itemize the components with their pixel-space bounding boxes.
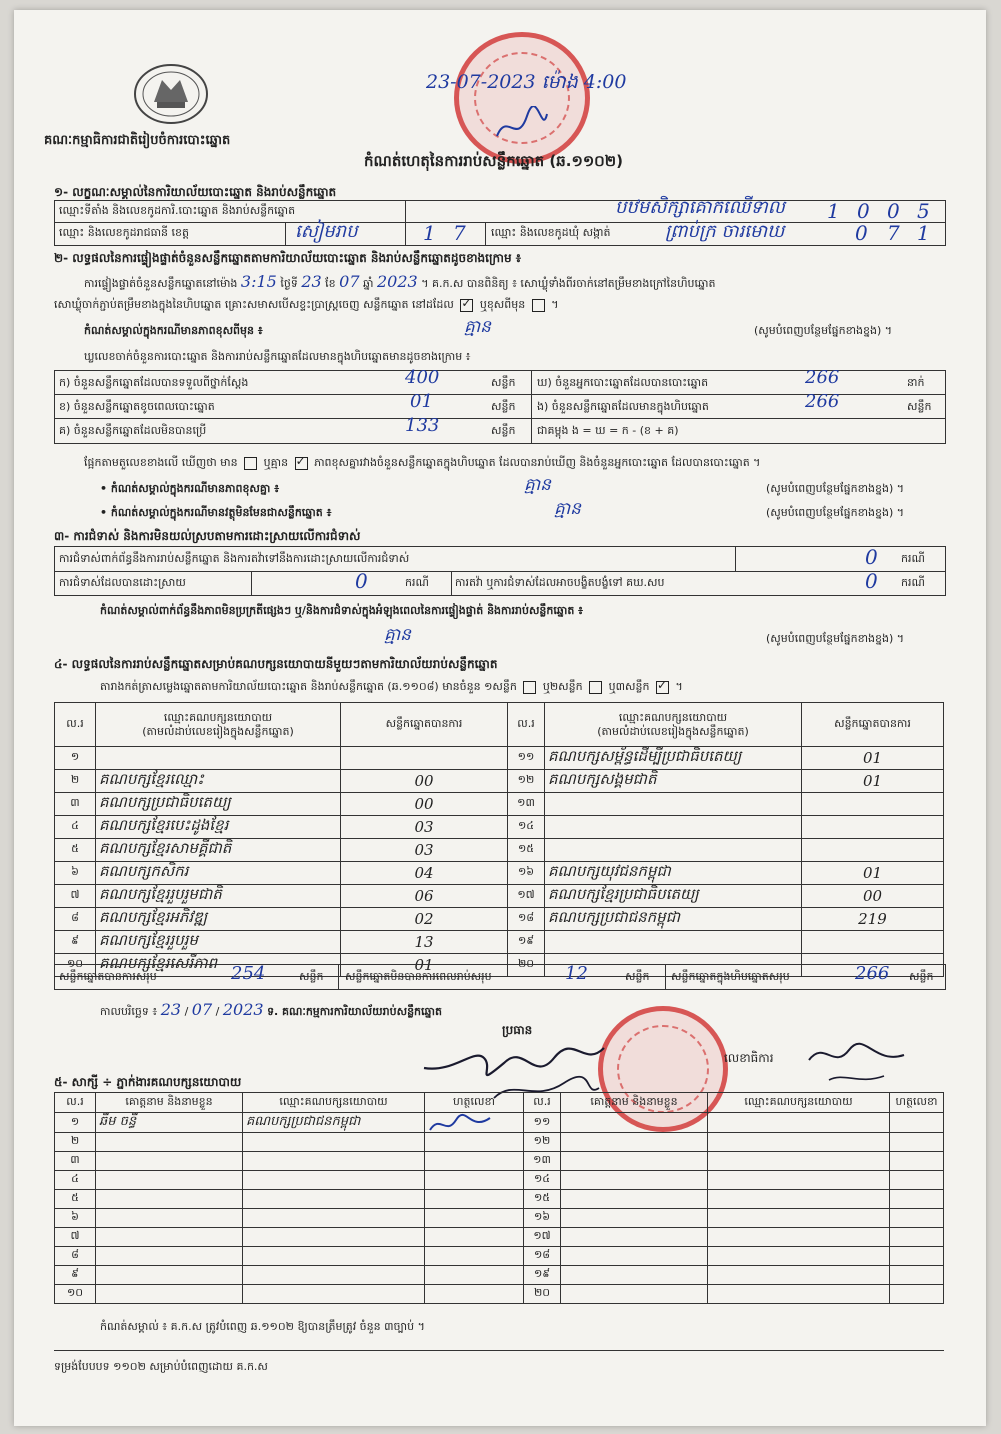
witness-signature	[425, 1285, 524, 1304]
witness-signature	[890, 1228, 944, 1247]
witness-signature-icon	[426, 1112, 496, 1138]
completion-day: 23	[160, 1000, 182, 1019]
witness-name	[561, 1171, 708, 1190]
bullet1-label: • កំណត់សម្គាល់ក្នុងករណីមានភាពខុសគ្នា ៖	[100, 482, 280, 495]
witness-signature	[890, 1152, 944, 1171]
witness-signature	[890, 1247, 944, 1266]
unit-label: សន្លឹក	[909, 970, 934, 983]
check-line-2-text: សោឃ្លុំចាក់ភ្ជាប់តម្រឹមខាងក្នុងនៃហិបឆ្នោត គ្រោះសមាសបើសខ្ទះប្រាស្រ្តចេញ សន្លឹកឆ្នោត នៅដដែល	[54, 298, 454, 311]
vote-count: 01	[341, 954, 508, 977]
unit-label: សន្លឹក	[491, 400, 516, 413]
province-label: ឈ្មោះ និងលេខកូដរាជធានី ខេត្ត	[59, 226, 189, 239]
row-number: ២	[55, 770, 96, 793]
ballots-in-box-value: 266	[805, 391, 840, 412]
check-line-1	[84, 272, 715, 293]
row-number: ១៤	[524, 1171, 561, 1190]
sheets-line: តារាងកត់ត្រាសម្លេងឆ្នោតតាមការិយាល័យបោះឆ្នោត និងរាប់សន្លឹកឆ្នោត (ឆ.១១០៨) មានចំនួន ១សន្លឹក ឬ២សន្លឹក ឬ៣សន្លឹក ✓ ។	[100, 680, 683, 696]
witness-party	[708, 1285, 890, 1304]
col-sign: ហត្ថលេខា	[890, 1093, 944, 1113]
unit-label: សន្លឹក	[625, 970, 650, 983]
witness-party	[708, 1171, 890, 1190]
unit-label: សន្លឹក	[491, 424, 516, 437]
sheets-intro: តារាងកត់ត្រាសម្លេងឆ្នោតតាមការិយាល័យបោះឆ្នោត និងរាប់សន្លឹកឆ្នោត (ឆ.១១០៨) មានចំនួន ១សន្លឹក	[100, 680, 517, 693]
unused-label: គ) ចំនួនសន្លឹកឆ្នោតដែលមិនបានប្រើ	[59, 424, 207, 437]
vote-count	[341, 747, 508, 770]
witness-signature	[890, 1190, 944, 1209]
formula: ជាគម្ពុង ង = ឃ = ក - (ខ + គ)	[537, 424, 679, 437]
party-name: គណបក្សខ្មែរបេះដូងខ្មែរ	[96, 816, 341, 839]
witness-signature	[425, 1228, 524, 1247]
witness-name	[561, 1266, 708, 1285]
org-name: គណៈកម្មាធិការជាតិរៀបចំការបោះឆ្នោត	[44, 133, 231, 148]
witness-signature	[890, 1209, 944, 1228]
party-name: គណបក្សខ្មែររួបរួមជាតិ	[96, 885, 341, 908]
voters-label: ឃ) ចំនួនអ្នកបោះឆ្នោតដែលបានបោះឆ្នោត	[537, 376, 709, 389]
section5-heading: ៥- សាក្សី ÷ ភ្នាក់ងារគណបក្សនយោបាយ	[54, 1075, 242, 1089]
commune-code-digit: 1	[917, 221, 930, 245]
party-name: គណបក្សខ្មែរអភិវឌ្ឍ	[96, 908, 341, 931]
witness-name	[96, 1285, 243, 1304]
resolved-label: ការជំទាស់ដែលបានដោះស្រាយ	[59, 576, 186, 589]
row-number: ៧	[55, 885, 96, 908]
witness-signature	[425, 1190, 524, 1209]
row-number: ១៨	[524, 1247, 561, 1266]
row-number: ១	[55, 1113, 96, 1133]
row-number: ៥	[55, 1190, 96, 1209]
vote-count	[802, 793, 944, 816]
row-number: ១	[55, 747, 96, 770]
section2-heading: ២- លទ្ធផលនៃការផ្ទៀងផ្ទាត់ចំនួនសន្លឹកឆ្នោតតាមការិយាល័យបោះឆ្នោត និងរាប់សន្លឹកឆ្នោតដូចខាងក្រោម ៖	[54, 251, 522, 265]
party-name: គណបក្សយុវជនកម្ពុជា	[545, 862, 802, 885]
form-note: ទម្រង់បែបបទ ១១០២ សម្រាប់បំពេញដោយ គ.ក.ស	[54, 1360, 268, 1373]
row-number: ១៤	[508, 816, 545, 839]
case-unit: ករណី	[901, 552, 925, 565]
witness-party	[243, 1171, 425, 1190]
party-name: គណបក្សប្រជាជនកម្ពុជា	[545, 908, 802, 931]
vote-count: 03	[341, 816, 508, 839]
case-unit: ករណី	[405, 576, 429, 589]
table-row	[55, 1152, 944, 1171]
day-label: ថ្ងៃទី	[280, 277, 298, 290]
total-box-value: 266	[855, 963, 890, 984]
row-number: ២	[55, 1133, 96, 1152]
section1-heading: ១- លក្ខណៈសម្គាល់នៃការិយាល័យបោះឆ្នោត និងរាប់សន្លឹកឆ្នោត	[54, 185, 337, 199]
row-number: ១៧	[508, 885, 545, 908]
province-name: សៀមរាប	[295, 221, 358, 242]
compare-statement: ភាពខុសគ្នារវាងចំនួនសន្លឹកឆ្នោតក្នុងហិបឆ្នោត ដែលបានរាប់ឃើញ និងចំនួនអ្នកបោះឆ្នោត ដែលបានបោះឆ្នោត ។	[314, 456, 761, 469]
witness-signature	[890, 1113, 944, 1133]
row-number: ១៧	[524, 1228, 561, 1247]
witness-party	[708, 1228, 890, 1247]
voters-value: 266	[805, 367, 840, 388]
col-sign: ហត្ថលេខា	[425, 1093, 524, 1113]
col-name: គោត្តនាម និងនាមខ្លួន	[561, 1093, 708, 1113]
row-number: ៣	[55, 793, 96, 816]
col-party-title: ឈ្មោះគណបក្សនយោបាយ	[163, 710, 273, 724]
col-party-sub: (តាមលំដាប់លេខរៀងក្នុងសន្លឹកឆ្នោត)	[142, 724, 294, 738]
party-name: គណបក្សខ្មែរសេរីភាព	[96, 954, 341, 977]
witness-party	[708, 1266, 890, 1285]
total-box-label: សន្លឹកឆ្នោតក្នុងហិបឆ្នោតសរុប	[671, 970, 790, 983]
section3-heading: ៣- ការជំទាស់ និងការមិនយល់ស្របតាមការដោះស្រាយលើការជំទាស់	[54, 529, 361, 543]
check-time: 3:15	[240, 272, 277, 291]
signature-icon	[492, 106, 552, 146]
compare-intro: ផ្អែកតាមតួលេខខាងលើ ឃើញថា មាន	[84, 456, 238, 469]
party-name: គណបក្សកសិករ	[96, 862, 341, 885]
unit-label: សន្លឹក	[907, 400, 932, 413]
col-party-sub: (តាមលំដាប់លេខរៀងក្នុងសន្លឹកឆ្នោត)	[597, 724, 749, 738]
witness-name	[561, 1247, 708, 1266]
witness-party: គណបក្សប្រជាជនកម្ពុជា	[243, 1113, 425, 1133]
objections-label: ការជំទាស់ពាក់ព័ន្ធនឹងការរាប់សន្លឹកឆ្នោត និងការតវ៉ាទៅនឹងការដោះស្រាយលើការជំទាស់	[59, 552, 410, 565]
witness-table	[54, 1092, 944, 1304]
total-valid-label: សន្លឹកឆ្នោតបានការសរុប	[59, 970, 157, 983]
table-row	[55, 1266, 944, 1285]
witness-name	[96, 1133, 243, 1152]
row-number: ១៣	[524, 1152, 561, 1171]
has-difference-checkbox[interactable]	[244, 457, 257, 470]
received-label: ក) ចំនួនសន្លឹកឆ្នោតដែលបានទទួលពីថ្នាក់ស្ដែង	[59, 376, 249, 389]
row-number: ៧	[55, 1228, 96, 1247]
objections-value: 0	[865, 545, 878, 569]
three-sheet-checkbox[interactable]	[656, 681, 669, 694]
footer-divider	[54, 1350, 944, 1351]
vote-count: 00	[341, 793, 508, 816]
witness-name	[96, 1171, 243, 1190]
row-number: ១៣	[508, 793, 545, 816]
row-number: ៣	[55, 1152, 96, 1171]
counts-box	[54, 367, 946, 444]
fill-hint: (សូមបំពេញបន្ថែមផ្នែកខាងខ្នង) ។	[754, 324, 893, 337]
vote-count: 219	[802, 908, 944, 931]
no-difference-label: ឬគ្មាន	[263, 456, 289, 469]
row-number: ៤	[55, 816, 96, 839]
col-no: ល.រ	[524, 1093, 561, 1113]
witness-name	[96, 1190, 243, 1209]
witness-name	[561, 1190, 708, 1209]
code-digit: 1	[827, 199, 840, 223]
witness-signature	[890, 1133, 944, 1152]
vote-count: 01	[802, 862, 944, 885]
location-name: បឋមសិក្សាគោកឈើទាល	[615, 197, 785, 218]
row-number: ១២	[524, 1133, 561, 1152]
table-row	[55, 1228, 944, 1247]
row-number: ៦	[55, 1209, 96, 1228]
col-no: ល.រ	[55, 703, 96, 747]
row-number: ១១	[508, 747, 545, 770]
location-code	[825, 201, 945, 222]
bullet-hint: (សូមបំពេញបន្ថែមផ្នែកខាងខ្នង) ។	[766, 506, 905, 519]
irregularity-note-label: កំណត់សម្គាល់ពាក់ព័ន្ធនឹងភាពមិនប្រក្រតីផ្សេងៗ ឬ/និងការជំទាស់ក្នុងអំឡុងពេលនៃការផ្ទៀងផ្ទាត់ និងការរាប់សន្លឹកឆ្នោត ៖	[100, 604, 584, 617]
difference-note-label: កំណត់សម្គាល់ក្នុងករណីមានភាពខុសពីមុន ៖	[84, 324, 263, 337]
unit-label: សន្លឹក	[491, 376, 516, 389]
vote-count: 03	[341, 839, 508, 862]
row-number: ៤	[55, 1171, 96, 1190]
code-digit: 0	[857, 199, 870, 223]
table-row	[55, 931, 944, 954]
witness-body	[55, 1113, 944, 1304]
one-sheet-checkbox[interactable]	[523, 681, 536, 694]
col-party-title: ឈ្មោះគណបក្សនយោបាយ	[618, 710, 728, 724]
objections-box	[54, 546, 946, 596]
vote-count: 06	[341, 885, 508, 908]
row-number: ១៩	[508, 931, 545, 954]
table-row	[55, 1133, 944, 1152]
row-number: ២០	[508, 954, 545, 977]
bullet-hint: (សូមបំពេញបន្ថែមផ្នែកខាងខ្នង) ។	[766, 482, 905, 495]
col-party	[96, 703, 341, 747]
commune-code-digit: 7	[887, 221, 900, 245]
vote-count	[802, 816, 944, 839]
check-line-2: សោឃ្លុំចាក់ភ្ជាប់តម្រឹមខាងក្នុងនៃហិបឆ្នោត គ្រោះសមាសបើសខ្ទះប្រាស្រ្តចេញ សន្លឹកឆ្នោត នៅដដែល ✓ ឬខុសពីមុន ។	[54, 298, 558, 314]
col-no: ល.រ	[55, 1093, 96, 1113]
witness-signature	[890, 1171, 944, 1190]
witness-party	[243, 1209, 425, 1228]
witness-signature	[425, 1247, 524, 1266]
form-sheet	[14, 10, 986, 1426]
witness-party	[243, 1152, 425, 1171]
col-votes: សន្លឹកឆ្នោតបានការ	[341, 703, 508, 747]
check-year: 2023	[377, 272, 418, 291]
row-number: ១៥	[508, 839, 545, 862]
no-difference-checkbox[interactable]	[295, 457, 308, 470]
party-name	[96, 747, 341, 770]
witness-name	[96, 1228, 243, 1247]
case-unit: ករណី	[901, 576, 925, 589]
table-row	[55, 1190, 944, 1209]
row-number: ១៦	[524, 1209, 561, 1228]
vote-count: 02	[341, 908, 508, 931]
results-body	[55, 747, 944, 977]
vote-count: 00	[341, 770, 508, 793]
witness-party	[243, 1247, 425, 1266]
party-name: គណបក្សខ្មែររួបរួម	[96, 931, 341, 954]
table-row	[55, 885, 944, 908]
received-value: 400	[405, 367, 440, 388]
row-number: ១៩	[524, 1266, 561, 1285]
witness-party	[243, 1190, 425, 1209]
changed-label: ឬខុសពីមុន	[479, 298, 526, 311]
total-invalid-value: 12	[565, 963, 588, 984]
vote-count: 01	[802, 770, 944, 793]
code-digit: 5	[917, 199, 930, 223]
party-name: គណបក្សប្រជាធិបតេយ្យ	[96, 793, 341, 816]
results-table	[54, 702, 944, 977]
vote-count: 01	[802, 747, 944, 770]
party-name: គណបក្សខ្មែរសាមគ្គីជាតិ	[96, 839, 341, 862]
witness-name	[561, 1285, 708, 1304]
party-name	[545, 816, 802, 839]
witness-signature	[425, 1266, 524, 1285]
changed-checkbox[interactable]	[532, 299, 545, 312]
witness-name	[96, 1152, 243, 1171]
resolved-value: 0	[355, 569, 368, 593]
row-number: ១៨	[508, 908, 545, 931]
year-label: ឆ្នាំ	[363, 277, 374, 290]
completion-month: 07	[191, 1000, 213, 1019]
witness-party	[708, 1247, 890, 1266]
row-number: ១០	[55, 1285, 96, 1304]
witness-signature	[890, 1285, 944, 1304]
completion-line: កាលបរិច្ឆេទ ៖ 23 / 07 / 2023 ទ. គណៈកម្មការការិយាល័យរាប់សន្លឹកឆ្នោត	[100, 1000, 442, 1019]
party-name: គណបក្សខ្មែរប្រជាធិបតេយ្យ	[545, 885, 802, 908]
completion-org: ទ. គណៈកម្មការការិយាល័យរាប់សន្លឹកឆ្នោត	[267, 1005, 442, 1018]
witness-name: ឆឹម ចន្ធី	[96, 1113, 243, 1133]
table-row	[55, 1247, 944, 1266]
bullet2-value: គ្មាន	[554, 499, 581, 519]
same-checkbox[interactable]	[460, 299, 473, 312]
table-row	[55, 793, 944, 816]
vote-count: 13	[341, 931, 508, 954]
vote-count	[802, 931, 944, 954]
table-row	[55, 1113, 944, 1133]
table-row	[55, 839, 944, 862]
row-number: ១៥	[524, 1190, 561, 1209]
witness-party	[708, 1190, 890, 1209]
spoiled-label: ខ) ចំនួនសន្លឹកឆ្នោតខូចពេលបោះឆ្នោត	[59, 400, 215, 413]
footer-note: កំណត់សម្គាល់ ៖ គ.ក.ស ត្រូវបំពេញ ឆ.១១០២ ឱ្យបានត្រឹមត្រូវ ចំនួន ៣ច្បាប់ ។	[100, 1320, 425, 1333]
handwritten-date-time: 23-07-2023 ម៉ោង 4:00	[426, 71, 627, 93]
irregularity-note-value: គ្មាន	[384, 625, 411, 645]
table-row	[55, 1209, 944, 1228]
col-party: ឈ្មោះគណបក្សនយោបាយ	[243, 1093, 425, 1113]
row-number: ៨	[55, 908, 96, 931]
check-statement: ។ គ.ក.ស បានពិនិត្យ ៖ សោឃ្លុំទាំងពីរចាក់នៅតម្រឹមខាងក្រៅនៃហិបឆ្នោត	[421, 277, 716, 290]
month-label: ខែ	[325, 277, 336, 290]
witness-party	[708, 1113, 890, 1133]
two-sheet-label: ឬ២សន្លឹក	[542, 680, 583, 693]
total-valid-value: 254	[231, 963, 266, 984]
chief-label: ប្រធាន	[502, 1023, 533, 1037]
col-party: ឈ្មោះគណបក្សនយោបាយ	[708, 1093, 890, 1113]
row-number: ១១	[524, 1113, 561, 1133]
vote-count: 00	[802, 885, 944, 908]
province-code-digit: 7	[453, 221, 466, 245]
commune-code-digit: 0	[855, 221, 868, 245]
witness-name	[96, 1247, 243, 1266]
bullet1-value: គ្មាន	[524, 475, 551, 495]
witness-party	[708, 1133, 890, 1152]
escalated-label: ការតវ៉ា ឬការជំទាស់ដែលអាចបង្ខិតបង្ខំទៅ គឃ.សប	[455, 576, 665, 589]
witness-name	[96, 1266, 243, 1285]
spoiled-value: 01	[410, 391, 433, 412]
table-row	[55, 816, 944, 839]
secretary-signature-icon	[804, 1030, 914, 1090]
col-votes: សន្លឹកឆ្នោតបានការ	[802, 703, 944, 747]
commune-name: ព្រាប់ក្រ ចារមោឃ	[665, 221, 785, 242]
row-number: ១៦	[508, 862, 545, 885]
witness-party	[243, 1228, 425, 1247]
row-number: ៥	[55, 839, 96, 862]
witness-name	[561, 1113, 708, 1133]
counts-intro: ឃ្លលេខចាក់ចំនួនការបោះឆ្នោត និងការរាប់សន្លឹកឆ្នោតដែលមានក្នុងហិបឆ្នោតមានដូចខាងក្រោម ៖	[84, 350, 471, 363]
witness-party	[708, 1209, 890, 1228]
table-row	[55, 770, 944, 793]
witness-name	[561, 1133, 708, 1152]
witness-party	[243, 1133, 425, 1152]
table-row	[55, 1285, 944, 1304]
witness-signature	[425, 1152, 524, 1171]
section4-heading: ៤- លទ្ធផលនៃការរាប់សន្លឹកឆ្នោតសម្រាប់គណបក្សនយោបាយនីមួយៗតាមការិយាល័យរាប់សន្លឹកឆ្នោត	[54, 657, 498, 671]
bullet2-label: • កំណត់សម្គាល់ក្នុងករណីមានវត្ថុមិនមែនជាសន្លឹកឆ្នោត ៖	[100, 506, 332, 519]
col-no: ល.រ	[508, 703, 545, 747]
difference-note-value: គ្មាន	[464, 317, 491, 337]
witness-name	[561, 1209, 708, 1228]
vote-count	[802, 839, 944, 862]
witness-party	[708, 1152, 890, 1171]
table-row	[55, 908, 944, 931]
fill-hint: (សូមបំពេញបន្ថែមផ្នែកខាងខ្នង) ។	[766, 632, 905, 645]
province-code-digit: 1	[423, 221, 436, 245]
row-number: ២០	[524, 1285, 561, 1304]
table-row	[55, 747, 944, 770]
time-label: ការផ្ទៀងផ្ទាត់ចំនួនសន្លឹកឆ្នោតនៅម៉ោង	[84, 277, 238, 290]
party-name	[545, 839, 802, 862]
compare-line	[84, 456, 760, 472]
code-digit: 0	[887, 199, 900, 223]
unused-value: 133	[405, 415, 440, 436]
completion-year: 2023	[222, 1000, 264, 1019]
row-number: ៩	[55, 1266, 96, 1285]
row-number: ១២	[508, 770, 545, 793]
row-number: ៩	[55, 931, 96, 954]
row-number: ៦	[55, 862, 96, 885]
row-number: ១០	[55, 954, 96, 977]
ballots-in-box-label: ង) ចំនួនសន្លឹកឆ្នោតដែលមានក្នុងហិបឆ្នោត	[537, 400, 709, 413]
party-name: គណបក្សសម្ព័ន្ធដើម្បីប្រជាធិបតេយ្យ	[545, 747, 802, 770]
commune-label: ឈ្មោះ និងលេខកូដឃុំ សង្កាត់	[491, 226, 611, 239]
unit-label: សន្លឹក	[299, 970, 324, 983]
witness-name	[561, 1152, 708, 1171]
voters-unit: នាក់	[907, 376, 925, 389]
table-row	[55, 862, 944, 885]
table-row	[55, 1171, 944, 1190]
check-day: 23	[301, 272, 322, 291]
witness-signature	[890, 1266, 944, 1285]
completion-label: កាលបរិច្ឆេទ ៖	[100, 1005, 158, 1018]
row-number: ៨	[55, 1247, 96, 1266]
totals-row	[54, 964, 946, 990]
three-sheet-label: ឬ៣សន្លឹក	[608, 680, 650, 693]
party-name	[545, 931, 802, 954]
witness-name	[561, 1228, 708, 1247]
party-name: គណបក្សសង្គមជាតិ	[545, 770, 802, 793]
secretary-label: លេខាធិការ	[724, 1051, 774, 1065]
witness-signature	[425, 1171, 524, 1190]
witness-party	[243, 1266, 425, 1285]
witness-signature	[425, 1209, 524, 1228]
col-party	[545, 703, 802, 747]
escalated-value: 0	[865, 569, 878, 593]
witness-party	[243, 1285, 425, 1304]
page-title: កំណត់ហេតុនៃការរាប់សន្លឹកឆ្នោត (ឆ.១១០២)	[364, 152, 624, 170]
location-label: ឈ្មោះទីតាំង និងលេខកូដការិ.បោះឆ្នោត និងរាប់សន្លឹកឆ្នោត	[59, 204, 296, 217]
nec-emblem-icon	[132, 62, 210, 126]
party-name: គណបក្សខ្មែរឈ្មោះ	[96, 770, 341, 793]
vote-count: 04	[341, 862, 508, 885]
section1-box	[54, 197, 946, 246]
two-sheet-checkbox[interactable]	[589, 681, 602, 694]
col-name: គោត្តនាម និងនាមខ្លួន	[96, 1093, 243, 1113]
check-month: 07	[339, 272, 360, 291]
party-name	[545, 793, 802, 816]
total-invalid-label: សន្លឹកឆ្នោតមិនបានការពេលរាប់សរុប	[345, 970, 492, 983]
witness-name	[96, 1209, 243, 1228]
